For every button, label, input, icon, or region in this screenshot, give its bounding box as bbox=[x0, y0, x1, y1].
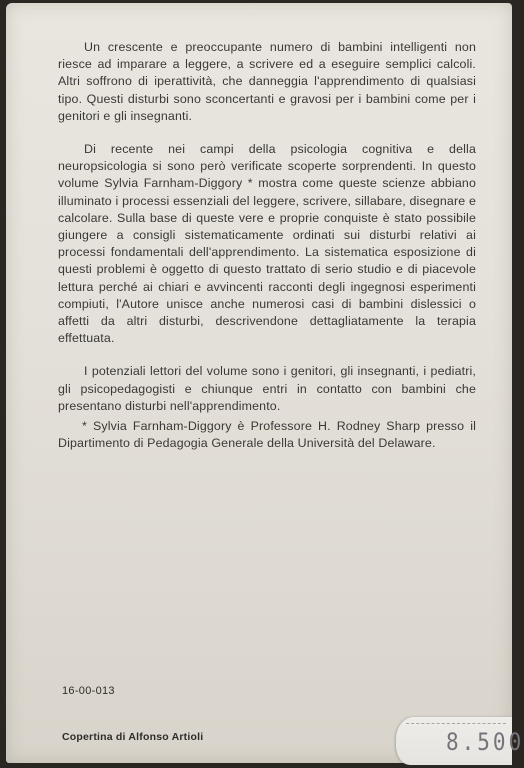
blurb-paragraph-3: I potenziali lettori del volume sono i genitori, gli insegnanti, i pediatri, gli psicopedagogisti e chiunque entri in contatto con bambini che presentano disturbi nell'apprendimento. bbox=[58, 364, 476, 413]
cover-credit: Copertina di Alfonso Artioli bbox=[62, 731, 204, 743]
book-back-cover bbox=[6, 3, 524, 763]
catalog-code: 16-00-013 bbox=[62, 685, 115, 697]
blurb-paragraph-1: Un crescente e preoccupante numero di bambini intelligenti non riesce ad imparare a leggere, a scrivere ed a eseguire semplici calcoli. Altri soffrono di iperattività, che danneggia l'apprendimento di qualsiasi tipo. Questi disturbi sono sconcertanti e gravosi per i bambini come per i genitori e gli insegnanti. bbox=[58, 40, 476, 123]
blurb-paragraph-2: Di recente nei campi della psicologia cognitiva e della neuropsicologia si sono però verificate scoperte sorprendenti. In questo volume Sylvia Farnham-Diggory * mostra come queste scienze abbiano illuminato i processi essenziali del leggere, scrivere, sillabare, disegnare e calcolare. Sulla base di queste vere e proprie conquiste è stato possibile giungere a consigli sistematicamente ordinati sui disturbi relativi ai processi fondamentali dell'apprendimento. La sistematica esposizione di questi problemi è oggetto di questo trattato di serio studio e di piacevole lettura perché ai chiari e avvincenti racconti degli ingegnosi esperimenti compiuti, l'Autore unisce anche numerosi casi di bambini dislessici o affetti da altri disturbi, descrivendone dettagliatamente la terapia effettuata. bbox=[58, 142, 476, 346]
price-label: 8.500 bbox=[446, 728, 524, 756]
blurb-text bbox=[58, 39, 476, 431]
author-footnote: * Sylvia Farnham-Diggory è Professore H. Rodney Sharp presso il Dipartimento di Pedagogia Generale della Università del Delaware. bbox=[58, 419, 476, 451]
